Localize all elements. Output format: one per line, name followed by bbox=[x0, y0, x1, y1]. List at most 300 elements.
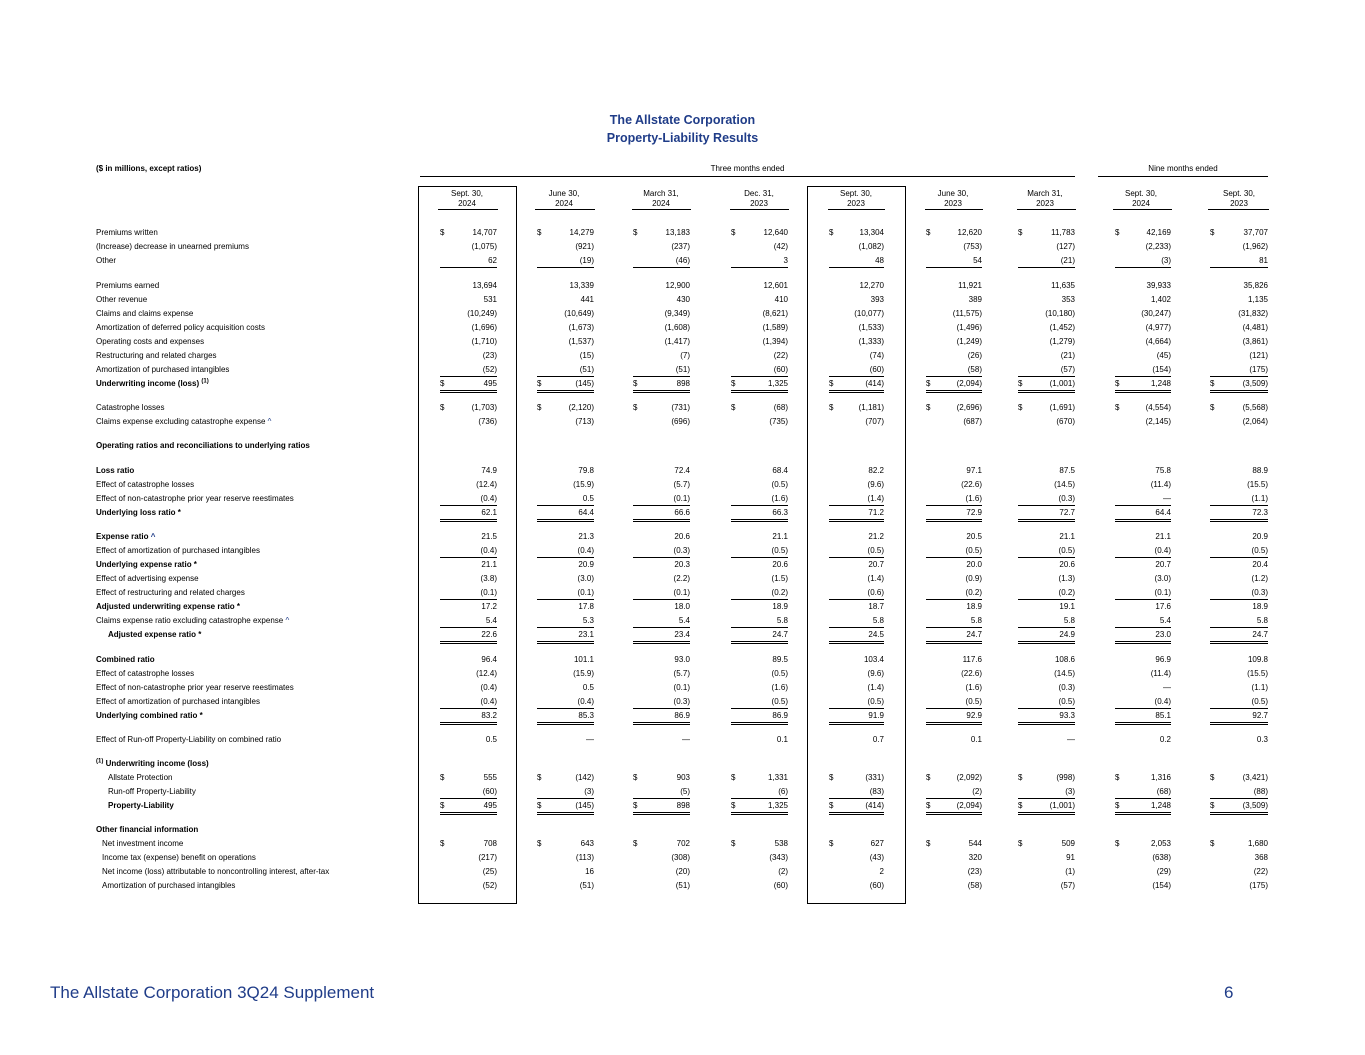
dollar-sign: $ bbox=[537, 379, 542, 388]
table-row bbox=[96, 241, 1276, 253]
dollar-sign: $ bbox=[829, 773, 834, 782]
table-cell bbox=[1115, 531, 1171, 543]
table-cell bbox=[440, 364, 497, 377]
cell-value: 82.2 bbox=[868, 466, 884, 475]
cell-value: 91 bbox=[1066, 853, 1075, 862]
caret-marker: ^ bbox=[265, 417, 272, 426]
table-cell bbox=[1210, 800, 1268, 815]
table-cell bbox=[1115, 786, 1171, 799]
cell-value: 71.2 bbox=[868, 508, 884, 517]
row-label bbox=[96, 322, 265, 334]
table-cell bbox=[926, 308, 982, 320]
cell-value: (23) bbox=[967, 867, 982, 876]
cell-value: (15.9) bbox=[573, 669, 594, 678]
cell-value: 72.4 bbox=[674, 466, 690, 475]
table-cell bbox=[440, 416, 497, 428]
dollar-sign: $ bbox=[829, 228, 834, 237]
table-cell bbox=[926, 682, 982, 694]
table-cell bbox=[633, 294, 690, 306]
cell-value: (1,417) bbox=[664, 337, 690, 346]
cell-value: (2) bbox=[972, 787, 982, 796]
table-cell bbox=[829, 696, 884, 709]
table-cell bbox=[1115, 668, 1171, 680]
cell-value: (9,349) bbox=[664, 309, 690, 318]
table-cell bbox=[1115, 559, 1171, 571]
cell-value: (0.9) bbox=[965, 574, 982, 583]
row-label bbox=[96, 545, 260, 557]
table-cell bbox=[1210, 772, 1268, 784]
table-cell bbox=[926, 493, 982, 506]
table-cell bbox=[1018, 573, 1075, 585]
table-cell bbox=[440, 255, 497, 268]
cell-value: (60) bbox=[482, 787, 497, 796]
column-header-line2: 2024 bbox=[652, 199, 670, 208]
row-label bbox=[96, 416, 271, 428]
cell-value: 3 bbox=[783, 256, 788, 265]
table-cell bbox=[1018, 838, 1075, 850]
dollar-sign: $ bbox=[1115, 379, 1120, 388]
table-row bbox=[96, 682, 1276, 694]
row-label bbox=[96, 601, 240, 613]
cell-value: (74) bbox=[869, 351, 884, 360]
table-row bbox=[96, 824, 1276, 836]
cell-value: (0.5) bbox=[867, 697, 884, 706]
table-cell bbox=[1018, 615, 1075, 628]
dollar-sign: $ bbox=[440, 228, 445, 237]
cell-value: 81 bbox=[1259, 256, 1268, 265]
cell-value: (0.5) bbox=[1251, 697, 1268, 706]
cell-value: (0.5) bbox=[771, 697, 788, 706]
cell-value: 1,135 bbox=[1247, 295, 1268, 304]
cell-value: 0.1 bbox=[776, 735, 788, 744]
cell-value: (58) bbox=[967, 881, 982, 890]
cell-value: 1,325 bbox=[767, 379, 788, 388]
cell-value: (696) bbox=[671, 417, 690, 426]
cell-value: (735) bbox=[769, 417, 788, 426]
table-cell bbox=[440, 308, 497, 320]
row-label-text: Property-Liability bbox=[108, 801, 174, 810]
cell-value: (5,568) bbox=[1242, 403, 1268, 412]
dollar-sign: $ bbox=[440, 773, 445, 782]
table-cell bbox=[633, 507, 690, 522]
cell-value: (45) bbox=[1156, 351, 1171, 360]
column-header-line2: 2023 bbox=[944, 199, 962, 208]
table-cell bbox=[926, 880, 982, 892]
row-label bbox=[108, 786, 196, 798]
cell-value: (4,554) bbox=[1145, 403, 1171, 412]
column-header-line2: 2024 bbox=[1132, 199, 1150, 208]
table-cell bbox=[1115, 280, 1171, 292]
table-cell bbox=[1115, 545, 1171, 558]
dollar-sign: $ bbox=[537, 773, 542, 782]
table-cell bbox=[926, 587, 982, 600]
cell-value: (8,621) bbox=[762, 309, 788, 318]
row-label bbox=[96, 710, 203, 722]
table-cell bbox=[829, 294, 884, 306]
table-cell bbox=[1018, 479, 1075, 491]
cell-value: (6) bbox=[778, 787, 788, 796]
cell-value: 85.3 bbox=[578, 711, 594, 720]
table-cell bbox=[926, 507, 982, 522]
row-label-text: Effect of amortization of purchased intangibles bbox=[96, 697, 260, 706]
cell-value: (5.7) bbox=[673, 669, 690, 678]
table-cell bbox=[731, 402, 788, 414]
cell-value: (25) bbox=[482, 867, 497, 876]
table-cell bbox=[926, 479, 982, 491]
cell-value: 320 bbox=[968, 853, 982, 862]
table-cell bbox=[829, 559, 884, 571]
cell-value: 5.8 bbox=[776, 616, 788, 625]
table-cell bbox=[731, 545, 788, 558]
table-cell bbox=[1018, 294, 1075, 306]
dollar-sign: $ bbox=[926, 801, 931, 810]
table-row bbox=[96, 479, 1276, 491]
table-cell bbox=[731, 800, 788, 815]
cell-value: (0.2) bbox=[771, 588, 788, 597]
table-cell bbox=[440, 800, 497, 815]
table-cell bbox=[633, 255, 690, 268]
cell-value: (51) bbox=[675, 881, 690, 890]
table-row bbox=[96, 322, 1276, 334]
table-cell bbox=[829, 786, 884, 799]
group-three-months-rule bbox=[420, 176, 1075, 177]
cell-value: 75.8 bbox=[1155, 466, 1171, 475]
caret-marker: ^ bbox=[148, 532, 156, 541]
row-label bbox=[96, 336, 204, 348]
cell-value: 5.4 bbox=[678, 616, 690, 625]
table-cell bbox=[829, 364, 884, 377]
table-cell bbox=[829, 350, 884, 362]
row-label-text: Premiums earned bbox=[96, 281, 160, 290]
table-cell bbox=[829, 322, 884, 334]
table-cell bbox=[633, 682, 690, 694]
cell-value: 410 bbox=[774, 295, 788, 304]
table-cell bbox=[731, 294, 788, 306]
cell-value: 24.5 bbox=[868, 630, 884, 639]
cell-value: (3,509) bbox=[1242, 379, 1268, 388]
cell-value: 5.4 bbox=[1159, 616, 1171, 625]
cell-value: 0.5 bbox=[485, 735, 497, 744]
table-cell bbox=[926, 710, 982, 725]
row-label-text: Effect of advertising expense bbox=[96, 574, 199, 583]
cell-value: 68.4 bbox=[772, 466, 788, 475]
cell-value: (11.4) bbox=[1150, 669, 1171, 678]
cell-value: (1.1) bbox=[1251, 683, 1268, 692]
row-label bbox=[96, 758, 209, 770]
cell-value: 18.0 bbox=[674, 602, 690, 611]
table-cell bbox=[731, 734, 788, 746]
cell-value: 898 bbox=[676, 801, 690, 810]
column-header-line2: 2023 bbox=[847, 199, 865, 208]
cell-value: 72.7 bbox=[1059, 508, 1075, 517]
table-cell bbox=[633, 227, 690, 239]
cell-value: (1.2) bbox=[1251, 574, 1268, 583]
table-cell bbox=[1115, 734, 1171, 746]
cell-value: (52) bbox=[482, 881, 497, 890]
cell-value: 87.5 bbox=[1059, 466, 1075, 475]
cell-value: 20.9 bbox=[578, 560, 594, 569]
table-cell bbox=[633, 280, 690, 292]
cell-value: 66.3 bbox=[772, 508, 788, 517]
cell-value: (1,452) bbox=[1049, 323, 1075, 332]
row-label bbox=[96, 479, 194, 491]
row-label-text: Adjusted underwriting expense ratio * bbox=[96, 602, 241, 611]
cell-value: 64.4 bbox=[578, 508, 594, 517]
table-row bbox=[96, 573, 1276, 585]
table-cell bbox=[440, 545, 497, 558]
cell-value: 5.3 bbox=[582, 616, 594, 625]
dollar-sign: $ bbox=[926, 228, 931, 237]
row-label-text: Net income (loss) attributable to noncontrolling interest, after-tax bbox=[102, 867, 330, 876]
table-cell bbox=[829, 308, 884, 320]
dollar-sign: $ bbox=[1018, 228, 1023, 237]
table-cell bbox=[440, 573, 497, 585]
table-cell bbox=[440, 629, 497, 644]
table-cell bbox=[1018, 866, 1075, 878]
table-cell bbox=[1115, 615, 1171, 628]
table-cell bbox=[829, 416, 884, 428]
table-cell bbox=[1210, 573, 1268, 585]
table-cell bbox=[633, 668, 690, 680]
row-label-text: Restructuring and related charges bbox=[96, 351, 217, 360]
cell-value: 13,183 bbox=[665, 228, 690, 237]
cell-value: 0.1 bbox=[970, 735, 982, 744]
table-cell bbox=[1115, 416, 1171, 428]
cell-value: 23.4 bbox=[674, 630, 690, 639]
table-row bbox=[96, 280, 1276, 292]
dollar-sign: $ bbox=[633, 839, 638, 848]
table-cell bbox=[926, 350, 982, 362]
cell-value: 20.6 bbox=[772, 560, 788, 569]
table-cell bbox=[731, 654, 788, 666]
table-cell bbox=[440, 280, 497, 292]
cell-value: (1,537) bbox=[568, 337, 594, 346]
cell-value: 24.9 bbox=[1059, 630, 1075, 639]
table-cell bbox=[1018, 734, 1075, 746]
cell-value: (1,533) bbox=[858, 323, 884, 332]
cell-value: (51) bbox=[579, 881, 594, 890]
table-cell bbox=[633, 402, 690, 414]
table-cell bbox=[1018, 710, 1075, 725]
table-row bbox=[96, 587, 1276, 599]
table-cell bbox=[926, 573, 982, 585]
table-cell bbox=[1115, 308, 1171, 320]
table-cell bbox=[537, 241, 594, 253]
cell-value: (3,421) bbox=[1242, 773, 1268, 782]
table-row bbox=[96, 668, 1276, 680]
cell-value: (1,589) bbox=[762, 323, 788, 332]
table-cell bbox=[1210, 559, 1268, 571]
cell-value: 74.9 bbox=[481, 466, 497, 475]
cell-value: (11.4) bbox=[1150, 480, 1171, 489]
table-cell bbox=[633, 241, 690, 253]
table-cell bbox=[440, 786, 497, 799]
table-cell bbox=[731, 336, 788, 348]
table-cell bbox=[1210, 734, 1268, 746]
table-cell bbox=[829, 402, 884, 414]
column-header-rule bbox=[1113, 209, 1172, 210]
table-cell bbox=[1115, 587, 1171, 600]
dollar-sign: $ bbox=[633, 773, 638, 782]
cell-value: 21.5 bbox=[481, 532, 497, 541]
cell-value: (60) bbox=[869, 365, 884, 374]
cell-value: (175) bbox=[1249, 881, 1268, 890]
table-cell bbox=[731, 668, 788, 680]
table-cell bbox=[731, 696, 788, 709]
cell-value: 18.9 bbox=[772, 602, 788, 611]
table-cell bbox=[1018, 772, 1075, 784]
table-cell bbox=[440, 866, 497, 878]
table-cell bbox=[731, 682, 788, 694]
table-cell bbox=[633, 308, 690, 320]
cell-value: (308) bbox=[671, 853, 690, 862]
column-header bbox=[427, 189, 507, 209]
table-cell bbox=[926, 772, 982, 784]
table-cell bbox=[440, 838, 497, 850]
cell-value: (9.6) bbox=[867, 669, 884, 678]
dollar-sign: $ bbox=[829, 839, 834, 848]
cell-value: (921) bbox=[575, 242, 594, 251]
table-cell bbox=[1018, 696, 1075, 709]
table-cell bbox=[1115, 402, 1171, 414]
dollar-sign: $ bbox=[1210, 839, 1215, 848]
table-cell bbox=[731, 601, 788, 613]
table-cell bbox=[1210, 479, 1268, 491]
row-label bbox=[102, 838, 183, 850]
table-cell bbox=[440, 507, 497, 522]
dollar-sign: $ bbox=[731, 839, 736, 848]
row-label-text: Underlying combined ratio * bbox=[96, 711, 203, 720]
cell-value: (1.4) bbox=[867, 494, 884, 503]
cell-value: 22.6 bbox=[481, 630, 497, 639]
table-cell bbox=[926, 866, 982, 878]
cell-value: (51) bbox=[675, 365, 690, 374]
table-cell bbox=[829, 880, 884, 892]
table-cell bbox=[1210, 682, 1268, 694]
cell-value: (19) bbox=[579, 256, 594, 265]
table-cell bbox=[926, 416, 982, 428]
cell-value: (237) bbox=[671, 242, 690, 251]
table-row bbox=[96, 350, 1276, 362]
dollar-sign: $ bbox=[537, 403, 542, 412]
table-cell bbox=[633, 573, 690, 585]
table-row bbox=[96, 493, 1276, 505]
table-cell bbox=[537, 852, 594, 864]
table-cell bbox=[731, 255, 788, 268]
table-cell bbox=[829, 227, 884, 239]
cell-value: (9.6) bbox=[867, 480, 884, 489]
footer-text: The Allstate Corporation 3Q24 Supplement bbox=[50, 983, 375, 1002]
table-cell bbox=[926, 531, 982, 543]
cell-value: (142) bbox=[575, 773, 594, 782]
cell-value: (5.7) bbox=[673, 480, 690, 489]
cell-value: (3,509) bbox=[1242, 801, 1268, 810]
cell-value: (2,233) bbox=[1145, 242, 1171, 251]
cell-value: 0.5 bbox=[582, 494, 594, 503]
dollar-sign: $ bbox=[633, 379, 638, 388]
table-cell bbox=[926, 559, 982, 571]
cell-value: (15.5) bbox=[1247, 480, 1268, 489]
table-cell bbox=[1210, 280, 1268, 292]
cell-value: (1) bbox=[1065, 867, 1075, 876]
table-cell bbox=[926, 545, 982, 558]
table-cell bbox=[537, 378, 594, 393]
table-cell bbox=[731, 615, 788, 628]
dollar-sign: $ bbox=[1018, 379, 1023, 388]
column-header-line1: Sept. 30, bbox=[839, 189, 873, 198]
table-row bbox=[96, 531, 1276, 543]
table-cell bbox=[926, 465, 982, 477]
table-cell bbox=[440, 479, 497, 491]
cell-value: 21.1 bbox=[772, 532, 788, 541]
row-label-text: Other revenue bbox=[96, 295, 148, 304]
cell-value: 23.0 bbox=[1155, 630, 1171, 639]
row-label-text: Catastrophe losses bbox=[96, 403, 165, 412]
table-cell bbox=[1210, 336, 1268, 348]
table-row bbox=[96, 696, 1276, 708]
dollar-sign: $ bbox=[633, 228, 638, 237]
table-cell bbox=[633, 416, 690, 428]
table-cell bbox=[1210, 241, 1268, 253]
table-cell bbox=[1115, 255, 1171, 268]
cell-value: 24.7 bbox=[772, 630, 788, 639]
cell-value: 72.3 bbox=[1252, 508, 1268, 517]
table-cell bbox=[1018, 559, 1075, 571]
row-label bbox=[102, 880, 235, 892]
row-label-text: Underwriting income (loss) bbox=[105, 759, 209, 768]
table-cell bbox=[537, 710, 594, 725]
cell-value: (1.6) bbox=[771, 683, 788, 692]
table-cell bbox=[1210, 866, 1268, 878]
cell-value: 14,279 bbox=[569, 228, 594, 237]
cell-value: (1,496) bbox=[956, 323, 982, 332]
table-cell bbox=[537, 559, 594, 571]
dollar-sign: $ bbox=[926, 839, 931, 848]
table-cell bbox=[537, 880, 594, 892]
table-cell bbox=[926, 734, 982, 746]
table-cell bbox=[440, 880, 497, 892]
cell-value: 5.8 bbox=[872, 616, 884, 625]
cell-value: (1.1) bbox=[1251, 494, 1268, 503]
table-cell bbox=[731, 350, 788, 362]
cell-value: (10,180) bbox=[1045, 309, 1075, 318]
cell-value: 88.9 bbox=[1252, 466, 1268, 475]
page-number: 6 bbox=[1224, 983, 1234, 1002]
table-cell bbox=[440, 322, 497, 334]
cell-value: (29) bbox=[1156, 867, 1171, 876]
cell-value: (22.6) bbox=[961, 669, 982, 678]
cell-value: (343) bbox=[769, 853, 788, 862]
table-row bbox=[96, 227, 1276, 239]
table-cell bbox=[1210, 852, 1268, 864]
cell-value: 79.8 bbox=[578, 466, 594, 475]
table-cell bbox=[829, 573, 884, 585]
table-row bbox=[96, 800, 1276, 812]
column-header-line2: 2023 bbox=[1230, 199, 1248, 208]
cell-value: (58) bbox=[967, 365, 982, 374]
row-label-text: Amortization of purchased intangibles bbox=[102, 881, 236, 890]
cell-value: (0.3) bbox=[1058, 683, 1075, 692]
table-row bbox=[96, 378, 1276, 390]
table-cell bbox=[1115, 350, 1171, 362]
cell-value: (1.6) bbox=[771, 494, 788, 503]
table-cell bbox=[926, 402, 982, 414]
cell-value: 89.5 bbox=[772, 655, 788, 664]
table-cell bbox=[1018, 322, 1075, 334]
row-label bbox=[96, 531, 155, 543]
cell-value: (217) bbox=[478, 853, 497, 862]
cell-value: (1,001) bbox=[1049, 801, 1075, 810]
